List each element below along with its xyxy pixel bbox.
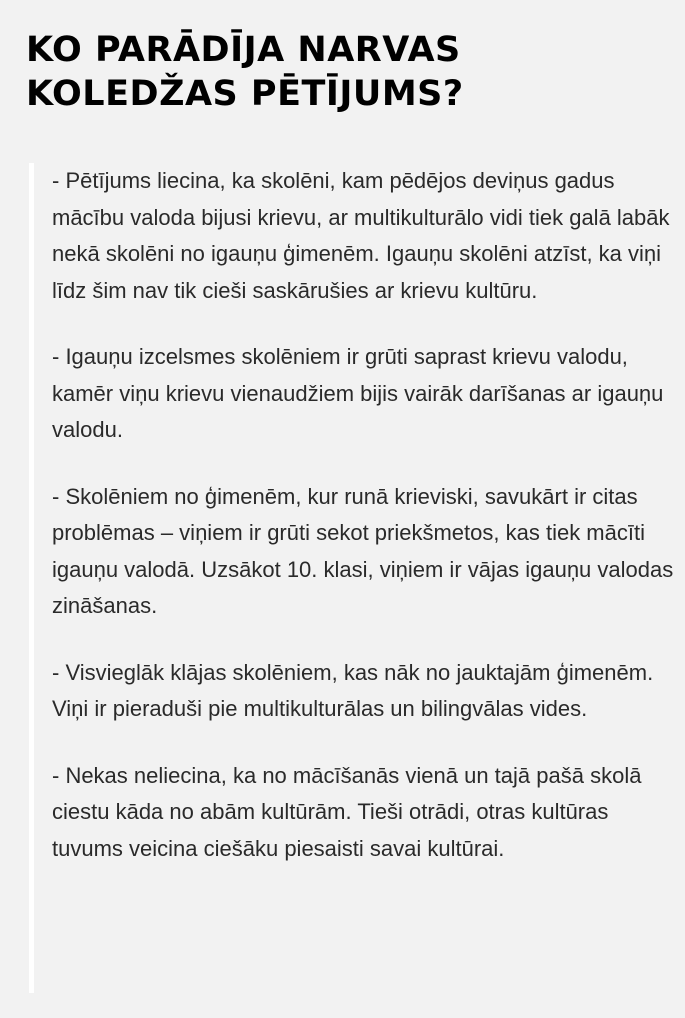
finding-paragraph-3: - Skolēniem no ģimenēm, kur runā krieviski, savukārt ir citas problēmas – viņiem ir grūti sekot priekšmetos, kas tiek mācīti igauņu valodā. Uzsākot 10. klasi, viņiem ir vājas igauņu valodas zināšanas. <box>52 483 674 618</box>
findings-block <box>29 163 674 993</box>
page-title <box>26 28 666 116</box>
finding-paragraph-1: - Pētījums liecina, ka skolēni, kam pēdējos deviņus gadus mācību valoda bijusi krievu, ar multikulturālo vidi tiek galā labāk nekā skolēni no igauņu ģimenēm. Igauņu skolēni atzīst, ka viņi līdz šim nav tik cieši saskārušies ar krievu kultūru. <box>52 168 670 303</box>
finding-paragraph-2: - Igauņu izcelsmes skolēniem ir grūti saprast krievu valodu, kamēr viņu krievu vienaudžiem bijis vairāk darīšanas ar igauņu valodu. <box>52 344 664 442</box>
finding-paragraph-4: - Visvieglāk klājas skolēniem, kas nāk no jauktajām ģimenēm. Viņi ir pieraduši pie multikulturālas un bilingvālas vides. <box>52 659 654 721</box>
page-title-line-2: KOLEDŽAS PĒTĪJUMS? <box>26 74 464 114</box>
finding-paragraph-5: - Nekas neliecina, ka no mācīšanās vienā un tajā pašā skolā ciestu kāda no abām kultūrām. Tieši otrādi, otras kultūras tuvums veicina ciešāku piesaisti savai kultūrai. <box>52 762 642 861</box>
page-title-line-1: KO PARĀDĪJA NARVAS <box>26 30 461 70</box>
